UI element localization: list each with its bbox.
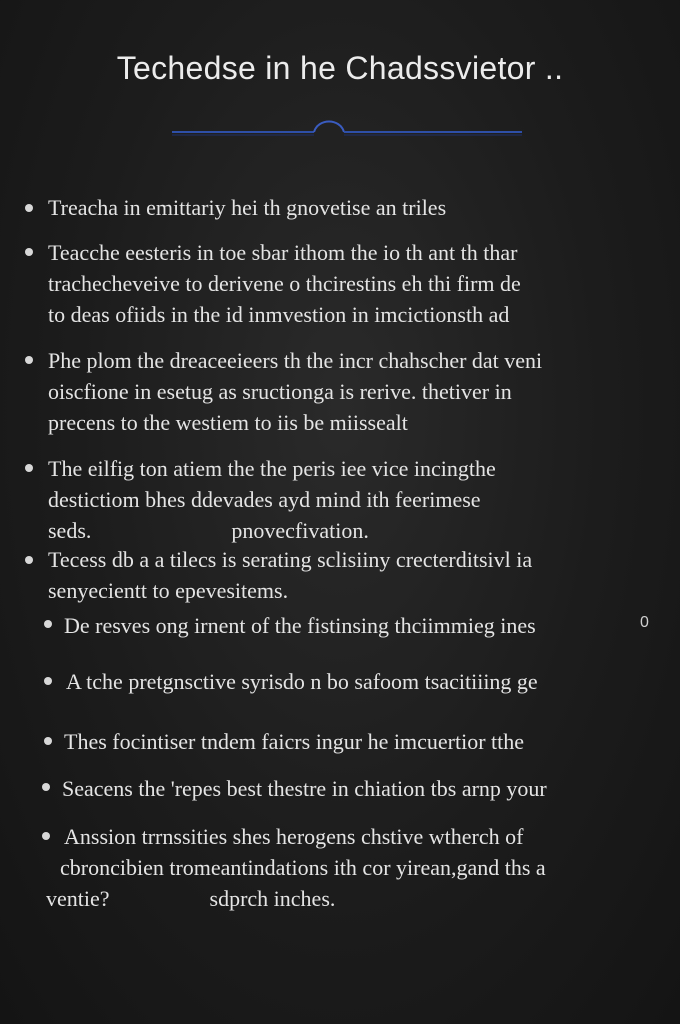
list-item-line: destictiom bhes ddevades ayd mind ith feerimese [48, 487, 481, 512]
list-item [64, 610, 536, 641]
bullet-dot [44, 737, 52, 745]
item-marker: 0 [640, 614, 649, 631]
list-item-line: Tecess db a a tilecs is serating sclisiiny crecterditsivl ia [48, 547, 533, 572]
list-item-line: Seacens the 'repes best thestre in chiation tbs arnp your [62, 776, 547, 801]
list-item-line: The eilfig ton atiem the the peris iee vice incingthe [48, 456, 496, 481]
bullet-dot [25, 356, 33, 364]
list-item [62, 773, 547, 804]
list-item-line: Anssion trrnssities shes herogens chstive wtherch of [64, 824, 524, 849]
page-title: Techedse in he Chadssvietor .. [116, 50, 564, 86]
list-item [46, 821, 546, 914]
list-item-fragment: ventie? [46, 886, 110, 911]
list-item-line: Thes focintiser tndem faicrs ingur he imcuertior tthe [64, 729, 525, 754]
bullet-dot [25, 248, 33, 256]
list-item-line: Phe plom the dreaceeieers th the incr chahscher dat veni [48, 348, 543, 373]
list-item-fragment: sdprch inches. [209, 886, 336, 911]
list-item-line: to deas ofiids in the id inmvestion in imcictionsth ad [48, 302, 510, 327]
list-item-line [48, 515, 496, 546]
list-item [66, 666, 538, 697]
list-item-line [46, 883, 546, 914]
bullet-dot [25, 556, 33, 564]
bullet-dot [44, 677, 52, 685]
bullet-dot [25, 204, 33, 212]
list-item-line: De resves ong irnent of the fistinsing thciimmieg ines [64, 613, 536, 638]
list-item-fragment: pnovecfivation. [231, 518, 369, 543]
bullet-dot [42, 783, 50, 791]
list-item-fragment: seds. [48, 518, 92, 543]
list-item-line: A tche pretgnsctive syrisdo n bo safoom tsacitiiing ge [66, 669, 538, 694]
list-item-line: oiscfione in esetug as sructionga is rerive. thetiver in [48, 379, 512, 404]
list-item-line: trachecheveive to derivene o thcirestins eh thi firm de [48, 271, 521, 296]
list-item [48, 453, 496, 546]
list-item [48, 345, 542, 438]
list-item [48, 237, 521, 330]
bullet-dot [42, 832, 50, 840]
list-item [48, 192, 446, 223]
list-item [64, 726, 524, 757]
list-item-line: senyecientt to epevesitems. [48, 578, 289, 603]
bullet-dot [44, 620, 52, 628]
list-item-line: Treacha in emittariy hei th gnovetise an triles [48, 195, 447, 220]
list-item-line: Teacche eesteris in toe sbar ithom the io th ant th thar [48, 240, 518, 265]
bullet-dot [25, 464, 33, 472]
list-item-line: cbroncibien tromeantindations ith cor yirean,gand ths a [60, 855, 546, 880]
list-item [48, 544, 532, 606]
list-item-line: precens to the westiem to iis be miissealt [48, 410, 408, 435]
